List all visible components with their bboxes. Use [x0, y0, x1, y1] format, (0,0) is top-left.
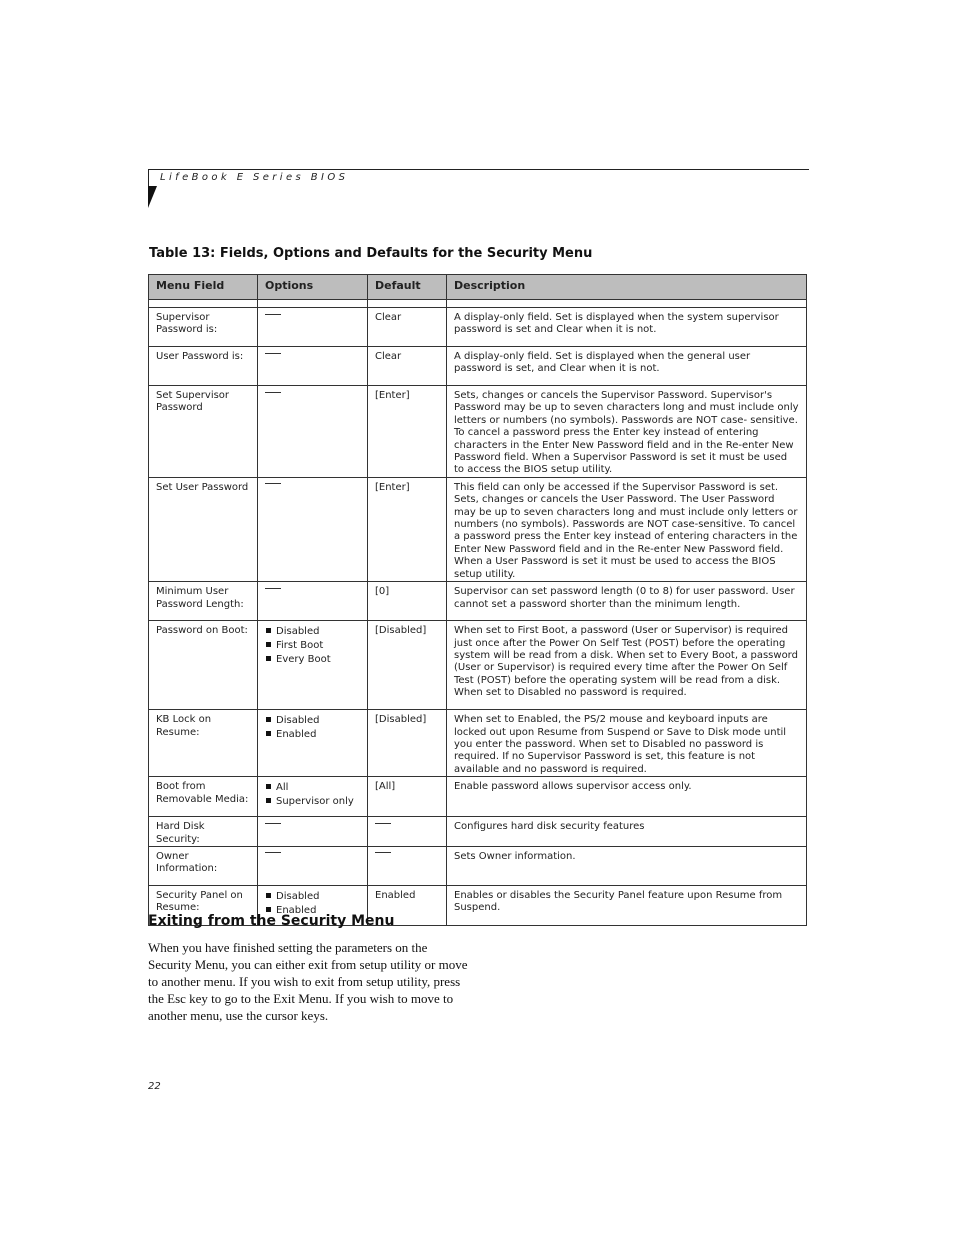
- option-item: Disabled: [265, 714, 360, 728]
- options-cell: [258, 477, 368, 581]
- options-cell: [258, 347, 368, 386]
- security-menu-table: [148, 274, 807, 926]
- em-dash-mark: [375, 823, 391, 824]
- description-cell: Configures hard disk security features: [447, 817, 807, 847]
- header-rule: [148, 169, 809, 170]
- options-cell: [258, 582, 368, 621]
- em-dash-mark: [265, 392, 281, 393]
- column-header-options: Options: [258, 275, 368, 300]
- table-row: [149, 846, 807, 885]
- default-cell: Enabled: [368, 885, 447, 925]
- table-row: [149, 582, 807, 621]
- menu-field-cell: Password on Boot:: [149, 621, 258, 710]
- em-dash-mark: [265, 483, 281, 484]
- default-cell: [368, 846, 447, 885]
- running-head: LifeBook E Series BIOS: [160, 172, 349, 183]
- gap-cell: [447, 300, 807, 308]
- default-cell: [Disabled]: [368, 710, 447, 777]
- description-cell: Enable password allows supervisor access only.: [447, 777, 807, 817]
- em-dash-mark: [265, 588, 281, 589]
- options-cell: [258, 710, 368, 777]
- option-item: First Boot: [265, 639, 360, 653]
- menu-field-cell: User Password is:: [149, 347, 258, 386]
- header-wedge-mark: [148, 186, 157, 208]
- description-cell: Sets, changes or cancels the Supervisor Password. Supervisor's Password may be up to seven characters long and must include only letters or numbers (no symbols). Passwords are NOT case- sensitive. To cancel a password press the Enter key instead of entering characters in the Enter New Password field and in the Re-enter New Password field. When a Supervisor Password is set it must be used to access the BIOS setup utility.: [447, 386, 807, 478]
- options-list: [265, 625, 360, 667]
- menu-field-cell: Set Supervisor Password: [149, 386, 258, 478]
- options-cell: [258, 817, 368, 847]
- table-row: [149, 710, 807, 777]
- table-row: [149, 477, 807, 581]
- gap-cell: [368, 300, 447, 308]
- gap-cell: [149, 300, 258, 308]
- description-cell: A display-only field. Set is displayed when the system supervisor password is set and Clear when it is not.: [447, 308, 807, 347]
- menu-field-cell: Security Panel on Resume:: [149, 885, 258, 925]
- menu-field-cell: Boot from Removable Media:: [149, 777, 258, 817]
- default-cell: Clear: [368, 347, 447, 386]
- table-title: Table 13: Fields, Options and Defaults for the Security Menu: [149, 246, 593, 261]
- em-dash-mark: [265, 823, 281, 824]
- column-header-description: Description: [447, 275, 807, 300]
- description-cell: Enables or disables the Security Panel feature upon Resume from Suspend.: [447, 885, 807, 925]
- options-cell: [258, 846, 368, 885]
- table-row: [149, 308, 807, 347]
- option-item: Every Boot: [265, 653, 360, 667]
- table-row: [149, 386, 807, 478]
- default-cell: Clear: [368, 308, 447, 347]
- menu-field-cell: Set User Password: [149, 477, 258, 581]
- page-number: 22: [148, 1081, 161, 1092]
- description-cell: Sets Owner information.: [447, 846, 807, 885]
- menu-field-cell: KB Lock on Resume:: [149, 710, 258, 777]
- default-cell: [0]: [368, 582, 447, 621]
- table-header-row: [149, 275, 807, 300]
- default-cell: [Enter]: [368, 386, 447, 478]
- menu-field-cell: Supervisor Password is:: [149, 308, 258, 347]
- table-row: [149, 347, 807, 386]
- description-cell: Supervisor can set password length (0 to 8) for user password. User cannot set a password shorter than the minimum length.: [447, 582, 807, 621]
- section-heading: Exiting from the Security Menu: [148, 913, 395, 929]
- table-row: [149, 777, 807, 817]
- options-cell: [258, 308, 368, 347]
- options-cell: [258, 777, 368, 817]
- table-row: [149, 817, 807, 847]
- body-paragraph: When you have finished setting the parameters on the Security Menu, you can either exit from setup utility or move to another menu. If you wish to exit from setup utility, press the Esc key to go to the Exit Menu. If you wish to move to another menu, use the cursor keys.: [148, 940, 468, 1023]
- menu-field-cell: Hard Disk Security:: [149, 817, 258, 847]
- em-dash-mark: [375, 852, 391, 853]
- description-cell: A display-only field. Set is displayed when the general user password is set, and Clear when it is not.: [447, 347, 807, 386]
- option-item: Disabled: [265, 625, 360, 639]
- default-cell: [Enter]: [368, 477, 447, 581]
- em-dash-mark: [265, 852, 281, 853]
- default-cell: [368, 817, 447, 847]
- table-row: [149, 621, 807, 710]
- options-cell: [258, 621, 368, 710]
- option-item: Disabled: [265, 890, 360, 904]
- menu-field-cell: Minimum User Password Length:: [149, 582, 258, 621]
- options-list: [265, 781, 360, 809]
- description-cell: This field can only be accessed if the Supervisor Password is set. Sets, changes or cancels the User Password. The User Password may be up to seven characters long and must include only letters or numbers (no symbols). Passwords are NOT case-sensitive. To cancel a password press the Enter key instead of entering characters in the Enter New Password field and in the Re-enter New Password field. When a User Password is set it must be used to access the BIOS setup utility.: [447, 477, 807, 581]
- em-dash-mark: [265, 314, 281, 315]
- header-gap-row: [149, 300, 807, 308]
- option-item: Enabled: [265, 904, 360, 918]
- column-header-default: Default: [368, 275, 447, 300]
- default-cell: [Disabled]: [368, 621, 447, 710]
- description-cell: When set to First Boot, a password (User or Supervisor) is required just once after the Power On Self Test (POST) before the operating system will be read from a disk. When set to Every Boot, a password (User or Supervisor) is required every time after the Power On Self Test (POST) before the operating system will be read from a disk. When set to Disabled no password is required.: [447, 621, 807, 710]
- description-cell: When set to Enabled, the PS/2 mouse and keyboard inputs are locked out upon Resume from Suspend or Save to Disk mode until you enter the password. When set to Disabled no password is required. If no Supervisor Password is set, this feature is not available and no password is required.: [447, 710, 807, 777]
- default-cell: [All]: [368, 777, 447, 817]
- option-item: All: [265, 781, 360, 795]
- options-list: [265, 714, 360, 742]
- gap-cell: [258, 300, 368, 308]
- table-body: [149, 300, 807, 926]
- em-dash-mark: [265, 353, 281, 354]
- options-cell: [258, 386, 368, 478]
- menu-field-cell: Owner Information:: [149, 846, 258, 885]
- option-item: Supervisor only: [265, 795, 360, 809]
- column-header-menu-field: Menu Field: [149, 275, 258, 300]
- option-item: Enabled: [265, 728, 360, 742]
